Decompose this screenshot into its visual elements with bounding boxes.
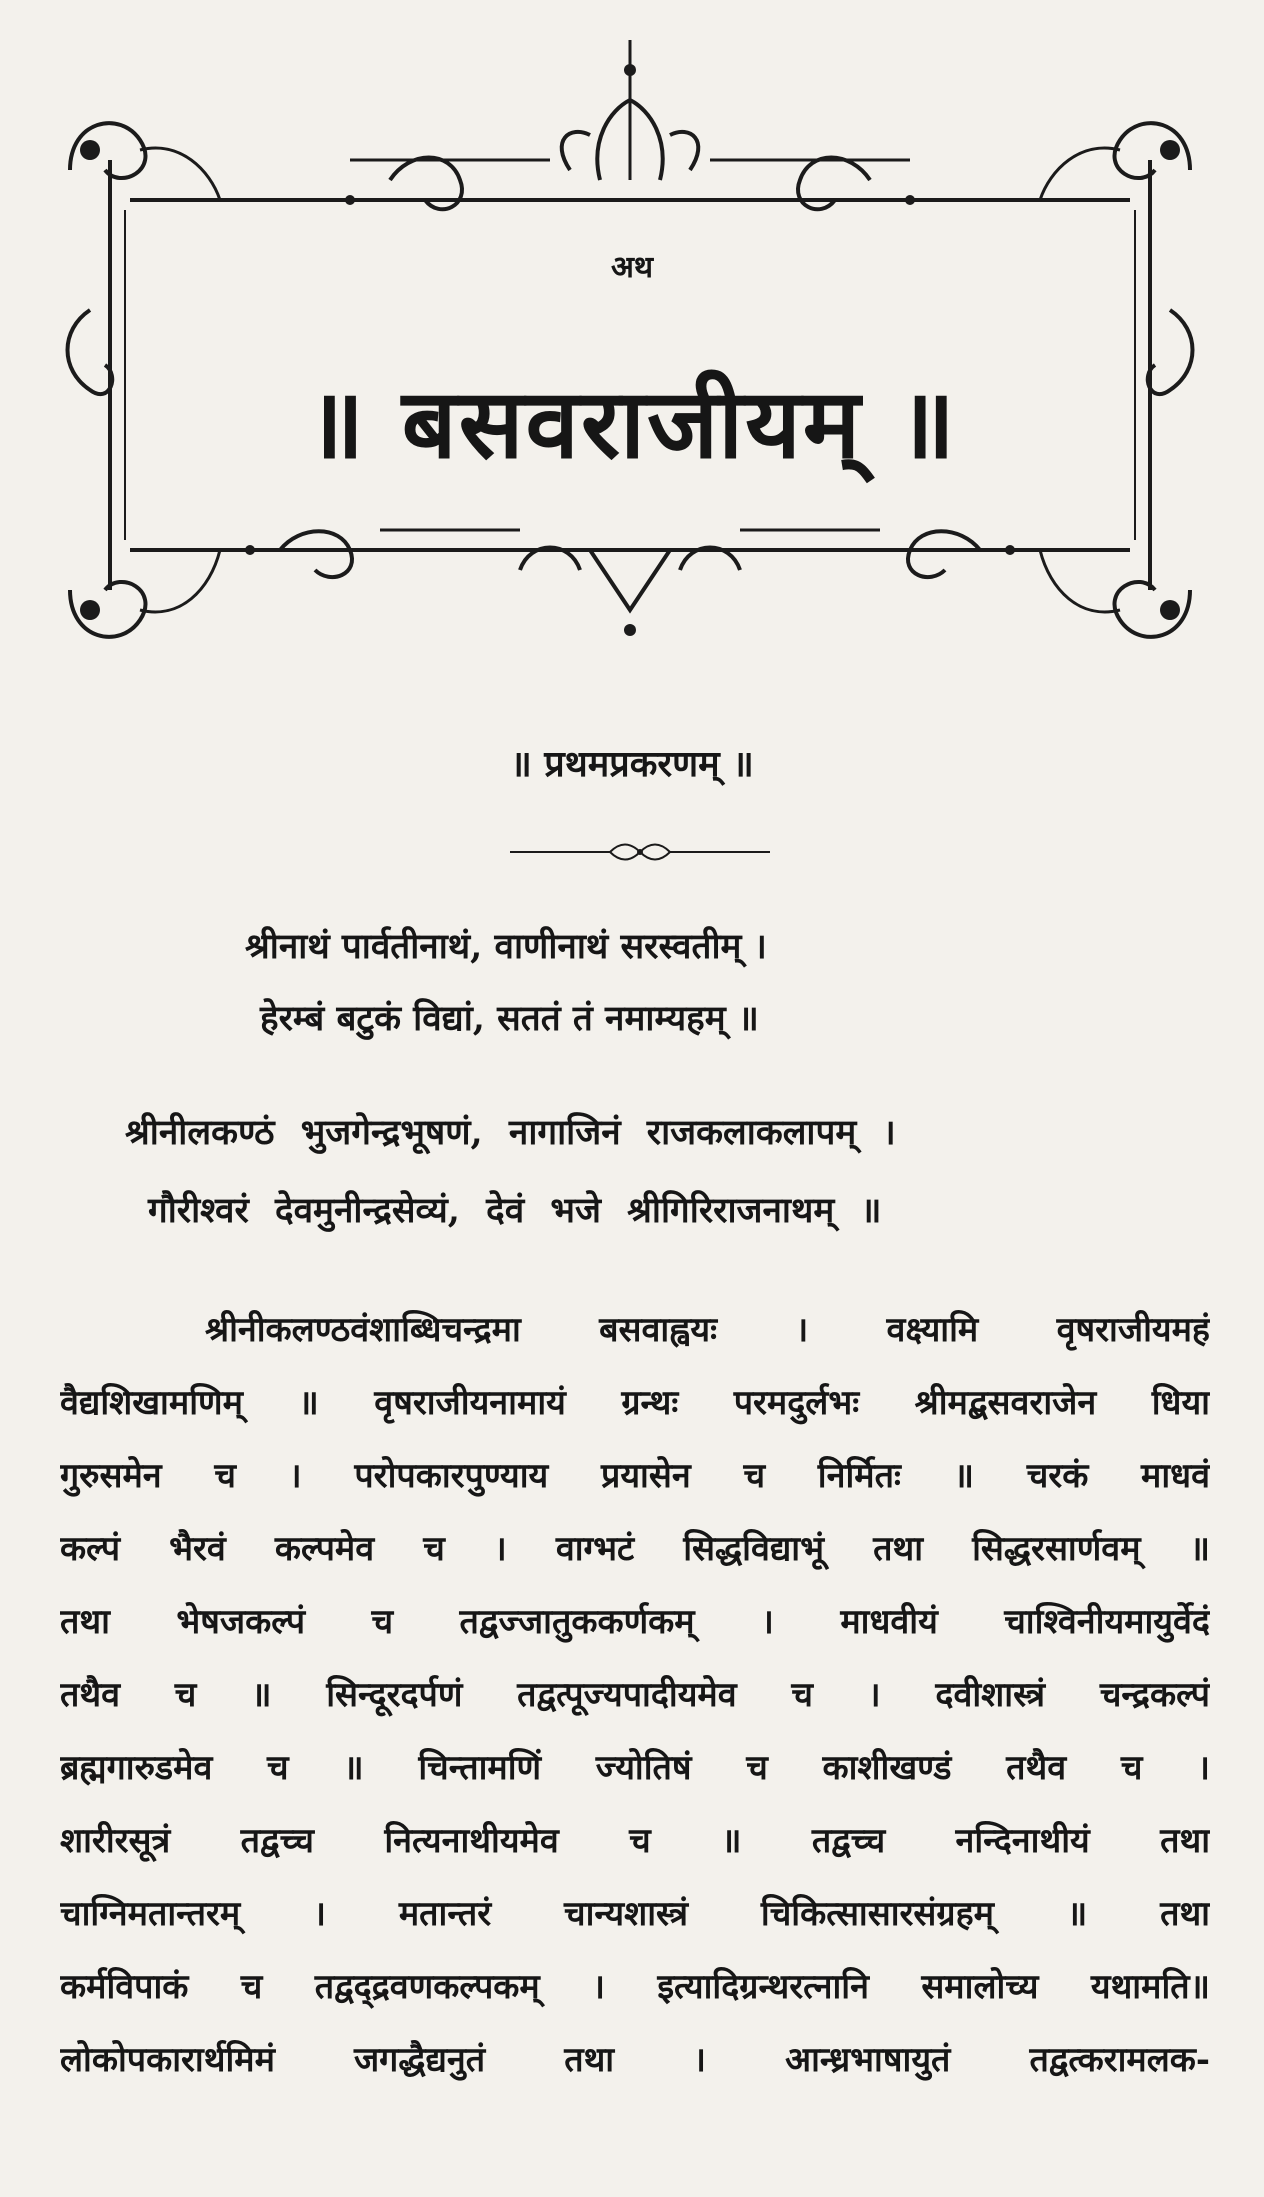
prose-line: लोकोपकारार्थमिमं जगद्धैद्यनुतं तथा । आन्ध्रभाषायुतं तद्वत्करामलक- (60, 2040, 1210, 2080)
verse-1-line-2: हेरम्बं बटुकं विद्यां, सततं तं नमाम्यहम् ॥ (260, 998, 759, 1039)
ornamental-border-graphic (50, 30, 1210, 660)
prose-line: ब्रह्मगारुडमेव च ॥ चिन्तामणिं ज्योतिषं च काशीखण्डं तथैव च । (60, 1748, 1210, 1788)
prose-body (60, 1305, 1210, 2108)
section-divider (500, 840, 780, 864)
verse-1-line-1: श्रीनाथं पार्वतीनाथं, वाणीनाथं सरस्वतीम् । (245, 926, 767, 967)
prose-line: शारीरसूत्रं तद्वच्च नित्यनाथीयमेव च ॥ तद्वच्च नन्दिनाथीयं तथा (60, 1821, 1210, 1861)
prose-line: चाग्निमतान्तरम् । मतान्तरं चान्यशास्त्रं चिकित्सासारसंग्रहम् ॥ तथा (60, 1894, 1210, 1934)
prose-line: तथा भेषजकल्पं च तद्वज्जातुककर्णकम् । माधवीयं चाश्विनीयमायुर्वेदं (60, 1602, 1210, 1642)
verse-2-line-1: श्रीनीलकण्ठं भुजगेन्द्रभूषणं, नागाजिनं राजकलाकलापम् । (125, 1112, 896, 1153)
verse-2-line-2: गौरीश्वरं देवमुनीन्द्रसेव्यं, देवं भजे श्रीगिरिराजनाथम् ॥ (148, 1190, 882, 1231)
prose-line: श्रीनीकलण्ठवंशाब्धिचन्द्रमा बसवाह्वयः । वक्ष्यामि वृषराजीयमहं (205, 1310, 1210, 1350)
prose-line: कर्मविपाकं च तद्वद्द्रवणकल्पकम् । इत्यादिग्रन्थरत्नानि समालोच्य यथामति॥ (60, 1967, 1210, 2007)
prose-line: तथैव च ॥ सिन्दूरदर्पणं तद्वत्पूज्यपादीयमेव च । दवीशास्त्रं चन्द्रकल्पं (60, 1675, 1210, 1715)
chapter-heading: ॥ प्रथमप्रकरणम् ॥ (510, 743, 754, 785)
book-title: ॥ बसवराजीयम् ॥ (306, 367, 958, 480)
prose-line: गुरुसमेन च । परोपकारपुण्याय प्रयासेन च निर्मितः ॥ चरकं माधवं (60, 1456, 1210, 1496)
ornamental-border (50, 30, 1210, 660)
atha-word: अथ (610, 250, 654, 285)
prose-line: वैद्यशिखामणिम् ॥ वृषराजीयनामायं ग्रन्थः परमदुर्लभः श्रीमद्बसवराजेन धिया (60, 1383, 1210, 1423)
prose-line: कल्पं भैरवं कल्पमेव च । वाग्भटं सिद्धविद्याभूं तथा सिद्धरसार्णवम् ॥ (60, 1529, 1210, 1569)
